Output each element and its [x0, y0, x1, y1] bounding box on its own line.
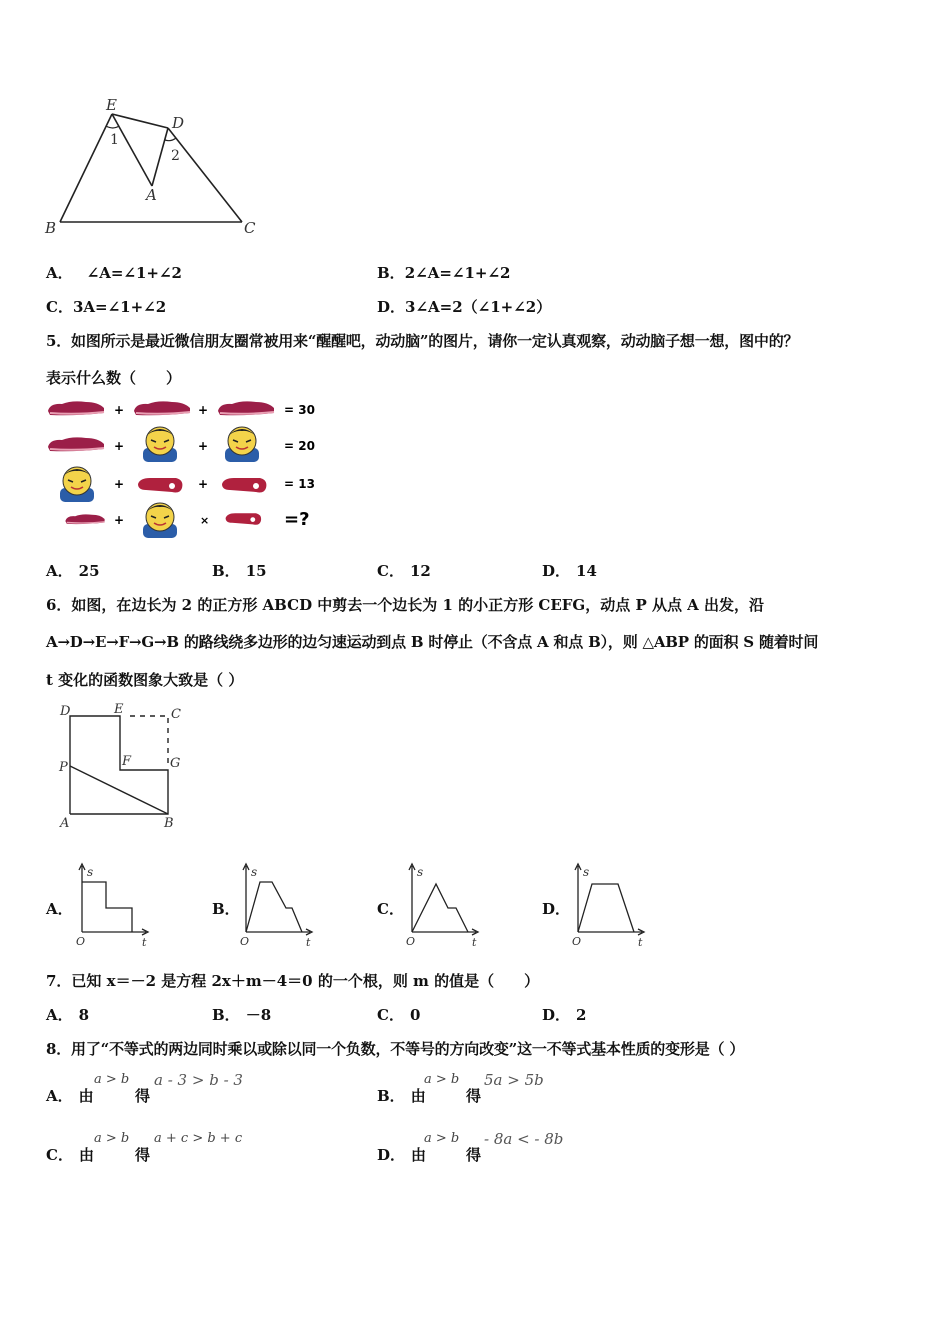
q5-puzzle-image [44, 392, 334, 540]
label-D: D [172, 114, 185, 132]
label-A: A [146, 186, 157, 204]
q8-b-result: 5a > 5b [484, 1071, 544, 1089]
q6-square-figure [54, 700, 194, 832]
q8-a-result: a - 3 > b - 3 [154, 1071, 243, 1089]
axis-origin-label: O [240, 935, 250, 948]
q8-stem: 8．用了“不等式的两边同时乘以或除以同一个负数，不等号的方向改变”这一不等式基本性质的变形是（ ） [46, 1040, 745, 1058]
angle-2-arc [165, 138, 176, 141]
q5-option-a[interactable]: A． 25 [46, 562, 100, 580]
q5-option-b[interactable]: B． 15 [212, 562, 267, 580]
q4-triangle-figure [40, 92, 270, 242]
shoe-icon [48, 401, 104, 415]
q6-option-c[interactable]: C． [377, 900, 404, 918]
q4-option-a[interactable]: A． ∠A=∠1+∠2 [46, 264, 182, 282]
q6-graph-b[interactable] [236, 860, 318, 950]
axis-s-label: s [87, 865, 94, 879]
label-P: P [59, 760, 68, 775]
label-B: B [164, 816, 174, 831]
q5-stem-line2: 表示什么数（ ） [46, 369, 182, 387]
axis-t-label: t [306, 936, 311, 949]
label-angle-2: 2 [171, 148, 180, 164]
q5-stem-line1: 5．如图所示是最近微信朋友圈常被用来“醒醒吧，动动脑”的图片，请你一定认真观察，动动脑子想一想，图中的？ [46, 332, 799, 350]
label-D: D [60, 704, 71, 719]
q6-option-d[interactable]: D． [542, 900, 571, 918]
plus-sign: + [114, 403, 125, 417]
shoe-icon [134, 401, 190, 415]
q6-graph-d[interactable] [568, 860, 650, 950]
axis-t-label: t [142, 936, 147, 949]
q6-graph-c[interactable] [402, 860, 484, 950]
label-E: E [114, 702, 124, 717]
segment-AD [152, 128, 168, 186]
q8-b-de: 得 [466, 1087, 482, 1105]
q8-a-condition: a > b [94, 1072, 130, 1087]
axis-origin-label: O [76, 935, 86, 948]
q7-option-d[interactable]: D． 2 [542, 1006, 587, 1024]
q6-graph-a[interactable] [72, 860, 154, 950]
shoe-icon [65, 514, 104, 524]
q4-option-c[interactable]: C．3A=∠1+∠2 [46, 298, 167, 316]
graph-d-curve [578, 884, 634, 932]
label-C: C [171, 707, 181, 722]
label-angle-1: 1 [110, 132, 119, 148]
q8-option-c[interactable]: C． 由 [46, 1146, 94, 1164]
whistle-icon [222, 478, 266, 493]
row1-result: = 30 [284, 403, 315, 417]
q6-option-a[interactable]: A． [46, 900, 73, 918]
q8-d-result: - 8a < - 8b [484, 1130, 564, 1148]
axis-s-label: s [251, 865, 258, 879]
polygon-ADEFGB [70, 716, 168, 814]
q8-c-condition: a > b [94, 1131, 130, 1146]
axis-origin-label: O [572, 935, 582, 948]
boy-icon [225, 427, 259, 462]
row4-result: =? [284, 509, 310, 530]
shoe-icon [48, 437, 104, 451]
q8-option-a[interactable]: A． 由 [46, 1087, 94, 1105]
label-E: E [106, 96, 117, 114]
q5-option-d[interactable]: D． 14 [542, 562, 597, 580]
graph-a-curve [82, 882, 132, 932]
plus-sign: + [114, 439, 125, 453]
q8-c-de: 得 [135, 1146, 151, 1164]
q6-stem-line2: A→D→E→F→G→B 的路线绕多边形的边匀速运动到点 B 时停止（不含点 A 和点 B），则 △ABP 的面积 S 随着时间 [46, 633, 819, 651]
q7-option-b[interactable]: B． －8 [212, 1006, 272, 1024]
label-C: C [244, 219, 256, 237]
boy-icon [60, 467, 94, 502]
times-sign: × [200, 514, 210, 527]
segment-PB [70, 766, 168, 814]
axis-t-label: t [638, 936, 643, 949]
q7-option-c[interactable]: C． 0 [377, 1006, 421, 1024]
q4-option-d[interactable]: D．3∠A=2（∠1+∠2） [377, 298, 552, 316]
q4-option-b[interactable]: B．2∠A=∠1+∠2 [377, 264, 511, 282]
label-G: G [170, 756, 181, 771]
q7-option-a[interactable]: A． 8 [46, 1006, 90, 1024]
segment-EA [112, 114, 152, 186]
boy-icon [143, 427, 177, 462]
label-A: A [60, 816, 70, 831]
segment-DC [168, 128, 242, 222]
row2-result: = 20 [284, 439, 315, 453]
axis-origin-label: O [406, 935, 416, 948]
q8-option-d[interactable]: D． 由 [377, 1146, 427, 1164]
plus-sign: + [114, 477, 125, 491]
q6-option-b[interactable]: B． [212, 900, 240, 918]
angle-1-arc [106, 126, 119, 128]
q8-a-de: 得 [135, 1087, 151, 1105]
graph-b-curve [246, 882, 302, 932]
axis-t-label: t [472, 936, 477, 949]
plus-sign: + [198, 439, 209, 453]
boy-icon [143, 503, 177, 538]
q6-stem-line3: t 变化的函数图象大致是（ ） [46, 671, 244, 689]
plus-sign: + [198, 403, 209, 417]
q8-d-de: 得 [466, 1146, 482, 1164]
cut-square-dashed [130, 716, 168, 764]
q8-b-condition: a > b [424, 1072, 460, 1087]
segment-BE [60, 114, 112, 222]
axis-s-label: s [583, 865, 590, 879]
q8-c-result: a + c > b + c [154, 1131, 243, 1146]
label-B: B [45, 219, 57, 237]
q6-stem-line1: 6．如图，在边长为 2 的正方形 ABCD 中剪去一个边长为 1 的小正方形 CEFG，动点 P 从点 A 出发，沿 [46, 596, 765, 614]
plus-sign: + [114, 513, 125, 527]
q5-option-c[interactable]: C． 12 [377, 562, 431, 580]
label-F: F [122, 754, 132, 769]
shoe-icon [218, 401, 274, 415]
row3-result: = 13 [284, 477, 315, 491]
q8-d-condition: a > b [424, 1131, 460, 1146]
axis-s-label: s [417, 865, 424, 879]
q7-stem: 7．已知 x＝－2 是方程 2x＋m－4＝0 的一个根，则 m 的值是（ ） [46, 972, 540, 990]
whistle-icon [226, 513, 262, 525]
q8-option-b[interactable]: B． 由 [377, 1087, 426, 1105]
graph-c-curve [412, 884, 468, 932]
segment-ED [112, 114, 168, 128]
whistle-icon [138, 478, 182, 493]
plus-sign: + [198, 477, 209, 491]
